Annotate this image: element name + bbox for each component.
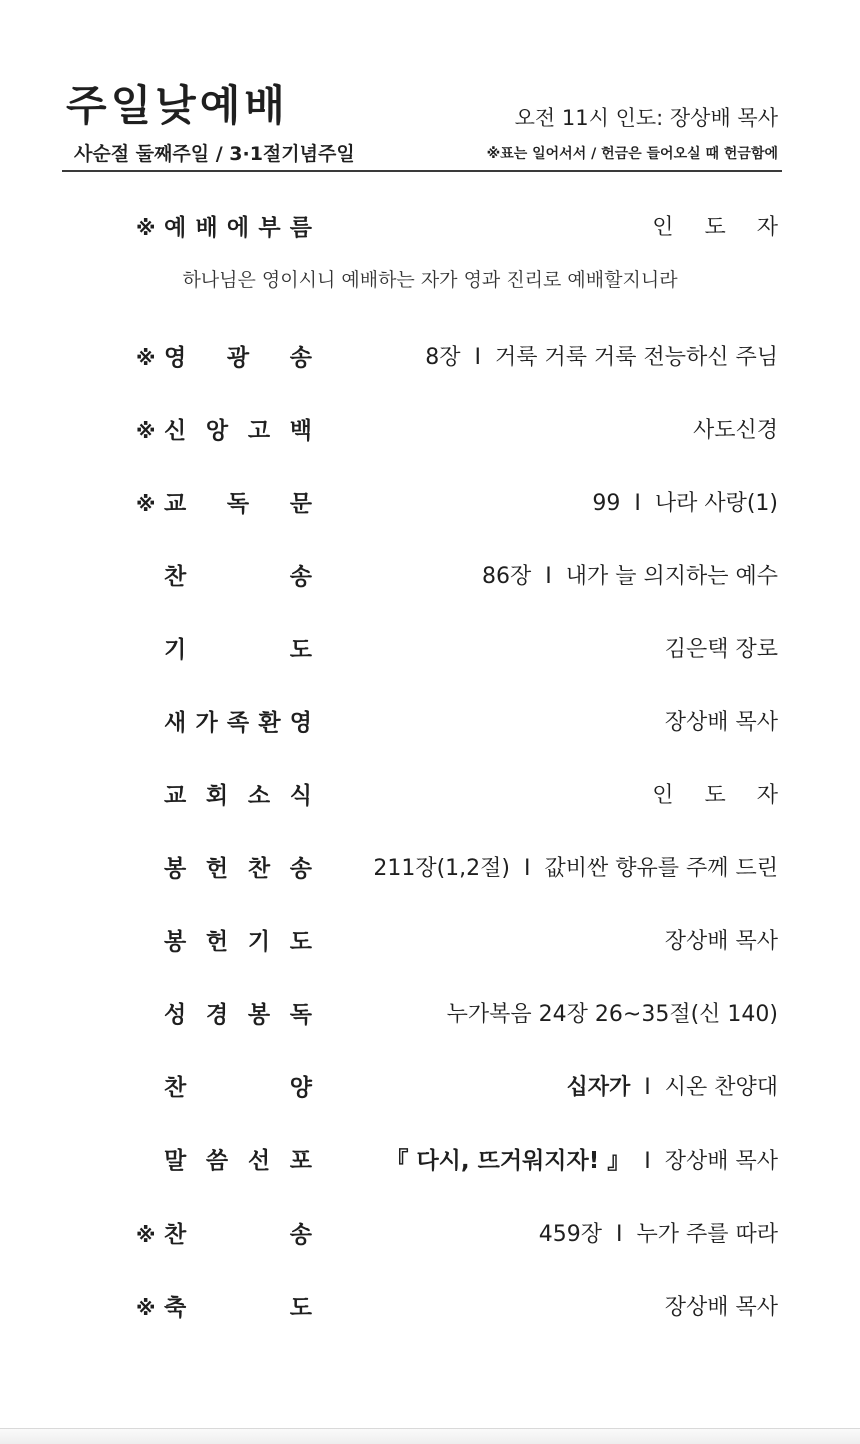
service-time-info: 오전 11시 인도: 장상배 목사: [514, 106, 778, 130]
order-item-prayer: [0, 630, 860, 670]
label-char: 광: [226, 345, 250, 371]
label-char: 부: [258, 215, 281, 241]
label-char: 기: [164, 637, 187, 663]
order-item-hymn: [0, 557, 860, 597]
order-item-label: [68, 208, 312, 248]
separator: I: [523, 856, 531, 881]
label-char: 씀: [205, 1148, 229, 1174]
order-item-value: 86장 I 내가 늘 의지하는 예수: [482, 557, 778, 597]
label-char: 교: [164, 491, 187, 517]
label-char: 환: [258, 710, 281, 736]
order-item-label: [68, 557, 312, 597]
sermon-title: 『 다시, 뜨거워지자! 』: [385, 1148, 631, 1174]
label-char: 고: [247, 418, 271, 444]
label-char: 식: [289, 783, 312, 809]
label-char: 새: [164, 710, 187, 736]
order-item-benediction: [0, 1288, 860, 1328]
label-char: 헌: [205, 929, 229, 955]
order-item-label: [68, 995, 312, 1035]
order-item-announcements: [0, 776, 860, 816]
label-char: 찬: [164, 1222, 187, 1248]
label-char: 봉: [164, 929, 187, 955]
label-char: 찬: [164, 1075, 187, 1101]
order-item-sermon: [0, 1141, 860, 1181]
order-item-label: [68, 1141, 312, 1181]
label-char: 독: [289, 1002, 312, 1028]
label-char: 가: [195, 710, 218, 736]
separator: I: [474, 345, 481, 370]
standing-mark: ※: [136, 1223, 156, 1247]
label-char: 영: [164, 345, 187, 371]
label-char: 도: [289, 929, 312, 955]
label-char: 앙: [205, 418, 229, 444]
order-item-value: 사도신경: [692, 418, 778, 443]
order-item-label: [68, 1068, 312, 1108]
order-item-offertory-prayer: [0, 922, 860, 962]
separator: I: [644, 1149, 651, 1174]
label-char: 선: [247, 1148, 271, 1174]
order-item-scripture-reading: [0, 995, 860, 1035]
order-item-value: 김은택 장로: [664, 637, 778, 662]
separator: I: [545, 564, 552, 589]
order-item-value: 장상배 목사: [664, 710, 778, 735]
order-item-label: [68, 411, 312, 451]
label-char: 성: [164, 1002, 187, 1028]
label-char: 찬: [164, 564, 187, 590]
label-char: 신: [164, 418, 187, 444]
order-item-value: 99 I 나라 사랑(1): [592, 484, 778, 524]
label-char: 백: [289, 418, 312, 444]
label-char: 기: [247, 929, 271, 955]
order-item-creed: [0, 411, 860, 451]
anthem-title: 십자가: [566, 1075, 631, 1100]
label-char: 찬: [247, 856, 271, 882]
order-item-label: [68, 484, 312, 524]
label-char: 에: [226, 215, 250, 241]
label-char: 경: [205, 1002, 229, 1028]
label-char: 독: [226, 491, 250, 517]
label-char: 문: [289, 491, 312, 517]
label-char: 봉: [164, 856, 187, 882]
order-item-label: [68, 338, 312, 378]
standing-mark: ※: [136, 419, 156, 443]
label-char: 축: [164, 1295, 187, 1321]
scan-bottom-edge: [0, 1428, 860, 1444]
order-item-responsive-reading: [0, 484, 860, 524]
order-item-value: 8장 I 거룩 거룩 거룩 전능하신 주님: [425, 338, 778, 378]
label-char: 송: [289, 856, 312, 882]
service-subtitle: 사순절 둘째주일 / 3·1절기념주일: [74, 143, 355, 165]
order-item-label: [68, 703, 312, 743]
order-item-call-to-worship: [0, 208, 860, 248]
label-char: 예: [164, 215, 187, 241]
header-divider: [62, 170, 782, 172]
order-item-newcomer-welcome: [0, 703, 860, 743]
standing-mark: ※: [136, 492, 156, 516]
order-item-value: 211장(1,2절) I 값비싼 향유를 주께 드린: [373, 849, 778, 889]
order-item-value: 『 다시, 뜨거워지자! 』 I 장상배 목사: [385, 1141, 778, 1182]
label-char: 헌: [205, 856, 229, 882]
order-item-gloria: [0, 338, 860, 378]
separator: I: [634, 491, 641, 516]
label-char: 양: [289, 1075, 312, 1101]
separator: I: [644, 1075, 651, 1100]
label-char: 송: [289, 1222, 312, 1248]
standing-mark: ※: [136, 346, 156, 370]
order-item-value: 인 도 자: [652, 215, 790, 240]
label-char: 송: [289, 345, 312, 371]
label-char: 족: [226, 710, 250, 736]
label-char: 영: [289, 710, 312, 736]
label-char: 말: [164, 1148, 187, 1174]
order-item-value: 누가복음 24장 26~35절(신 140): [446, 1002, 778, 1027]
order-item-label: [68, 776, 312, 816]
label-char: 봉: [247, 1002, 271, 1028]
order-item-offertory-hymn: [0, 849, 860, 889]
separator: I: [616, 1222, 623, 1247]
order-item-anthem: [0, 1068, 860, 1108]
label-char: 송: [289, 564, 312, 590]
order-item-value: 십자가 I 시온 찬양대: [566, 1068, 778, 1108]
standing-notice: ※표는 일어서서 / 헌금은 들어오실 때 헌금함에: [486, 146, 778, 162]
label-char: 교: [164, 783, 187, 809]
order-item-label: [68, 1288, 312, 1328]
order-item-label: [68, 849, 312, 889]
order-item-value: 장상배 목사: [664, 929, 778, 954]
label-char: 배: [195, 215, 218, 241]
order-item-label: [68, 922, 312, 962]
order-item-value: 인 도 자: [652, 783, 790, 808]
standing-mark: ※: [136, 216, 156, 240]
order-item-value: 459장 I 누가 주를 따라: [539, 1215, 778, 1255]
order-item-closing-hymn: [0, 1215, 860, 1255]
order-item-label: [68, 630, 312, 670]
scripture-verse: 하나님은 영이시니 예배하는 자가 영과 진리로 예배할지니라: [182, 269, 678, 291]
standing-mark: ※: [136, 1296, 156, 1320]
label-char: 도: [289, 637, 312, 663]
order-item-label: [68, 1215, 312, 1255]
label-char: 도: [289, 1295, 312, 1321]
page-title: 주일낮예배: [66, 81, 289, 130]
label-char: 포: [289, 1148, 312, 1174]
order-item-value: 장상배 목사: [664, 1295, 778, 1320]
label-char: 름: [289, 215, 312, 241]
label-char: 회: [205, 783, 229, 809]
label-char: 소: [247, 783, 271, 809]
